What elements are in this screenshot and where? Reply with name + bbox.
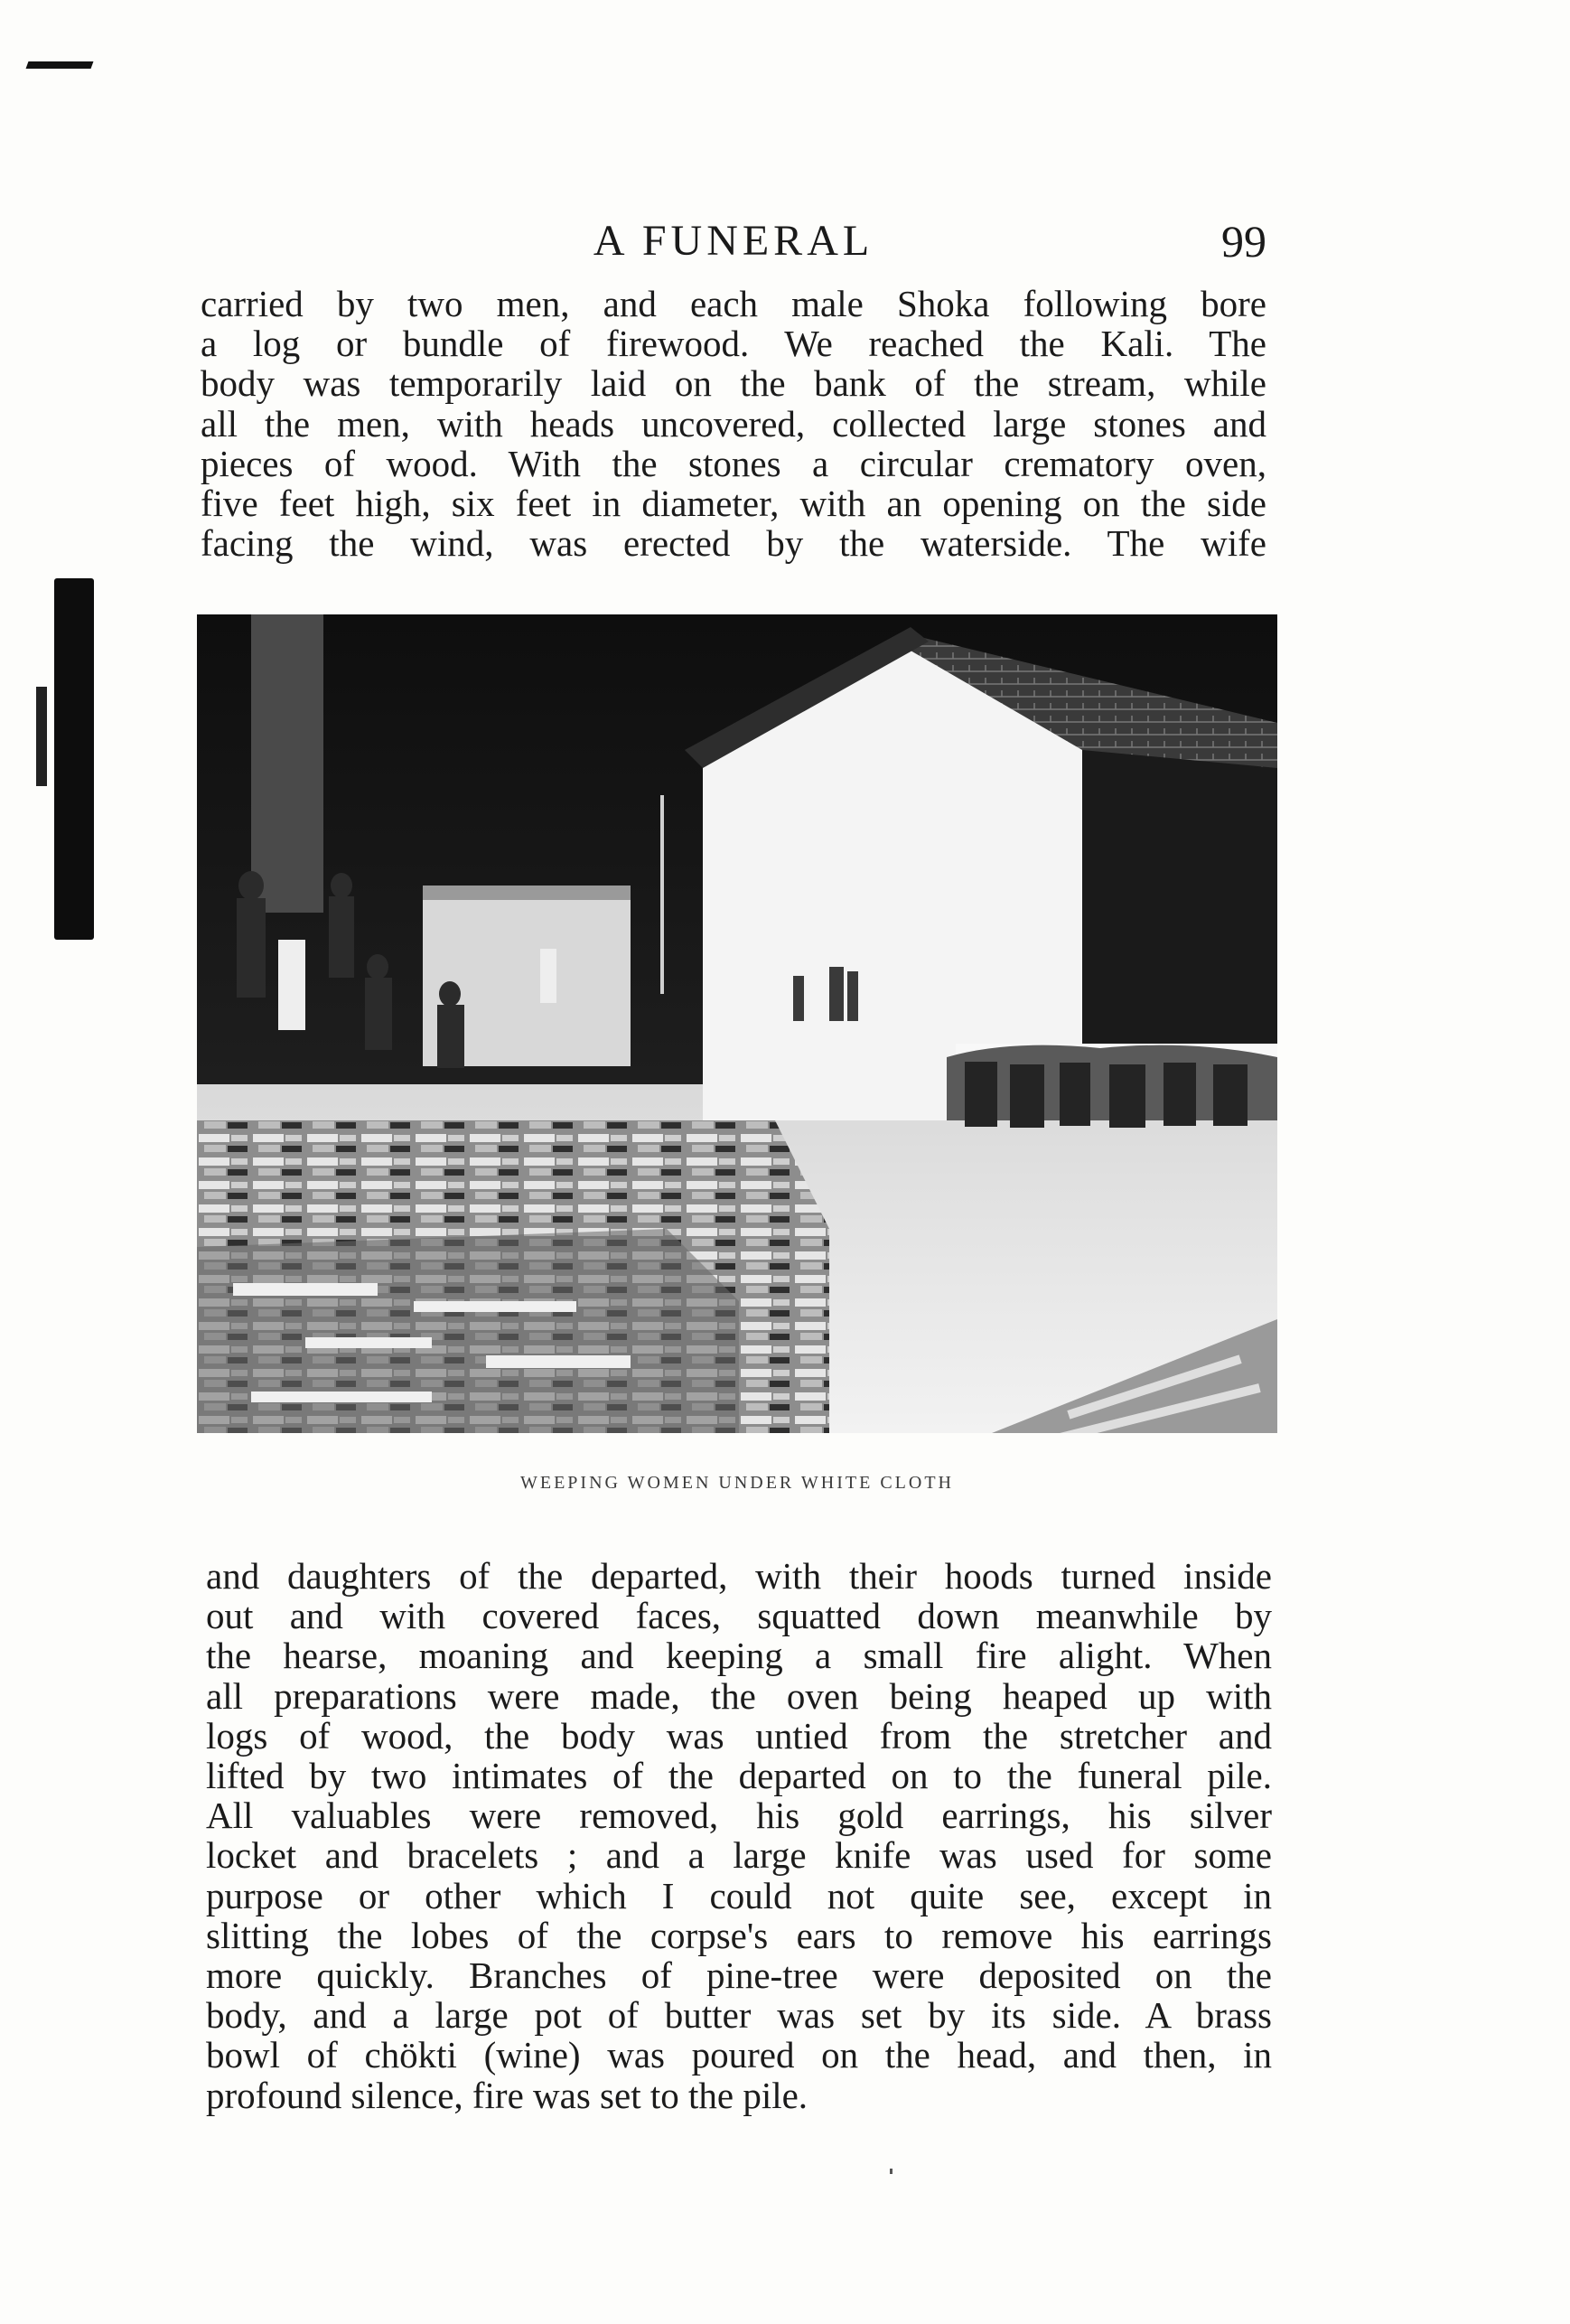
text-line: carried by two men, and each male Shoka following bore — [201, 283, 1266, 324]
text-line: pieces of wood. With the stones a circular crematory oven, — [201, 442, 1266, 484]
text-line: slitting the lobes of the corpse's ears to remove his earrings — [206, 1914, 1272, 1956]
text-line: purpose or other which I could not quite see, except in — [206, 1874, 1272, 1916]
text-line: all the men, with heads uncovered, collected large stones and — [201, 402, 1266, 445]
text-line: out and with covered faces, squatted down meanwhile by — [206, 1595, 1272, 1637]
scan-binding-shadow — [54, 578, 94, 940]
scan-binding-shadow-secondary — [36, 687, 47, 786]
paragraph-bottom — [206, 1556, 1272, 2115]
scan-speck — [890, 2169, 892, 2174]
running-head — [201, 210, 1266, 273]
page-number: 99 — [1221, 216, 1266, 267]
chapter-title: A FUNERAL — [593, 217, 874, 265]
text-line: body, and a large pot of butter was set by its side. A brass — [206, 1994, 1272, 2037]
text-line: all preparations were made, the oven being heaped up with — [206, 1674, 1272, 1717]
figure-caption: WEEPING WOMEN UNDER WHITE CLOTH — [520, 1473, 954, 1493]
text-line: more quickly. Branches of pine-tree were deposited on the — [206, 1954, 1272, 1997]
text-line: five feet high, six feet in diameter, with an opening on the side — [201, 483, 1266, 525]
scan-edge-mark — [26, 61, 94, 69]
text-line: body was temporarily laid on the bank of the stream, while — [201, 362, 1266, 405]
text-line: profound silence, fire was set to the pile. — [206, 2074, 808, 2116]
text-line: logs of wood, the body was untied from the stretcher and — [206, 1714, 1272, 1757]
text-line: locket and bracelets ; and a large knife was used for some — [206, 1834, 1272, 1877]
paragraph-top — [201, 284, 1266, 563]
text-line: and daughters of the departed, with their hoods turned inside — [206, 1555, 1272, 1597]
text-line: a log or bundle of firewood. We reached the Kali. The — [201, 323, 1266, 365]
text-line: All valuables were removed, his gold earrings, his silver — [206, 1795, 1272, 1837]
funeral-photograph — [197, 614, 1277, 1433]
text-line: the hearse, moaning and keeping a small fire alight. When — [206, 1635, 1272, 1677]
text-line: lifted by two intimates of the departed on to the funeral pile. — [206, 1755, 1272, 1797]
text-line: facing the wind, was erected by the waterside. The wife — [201, 522, 1266, 565]
text-line: bowl of chökti (wine) was poured on the head, and then, in — [206, 2034, 1272, 2076]
